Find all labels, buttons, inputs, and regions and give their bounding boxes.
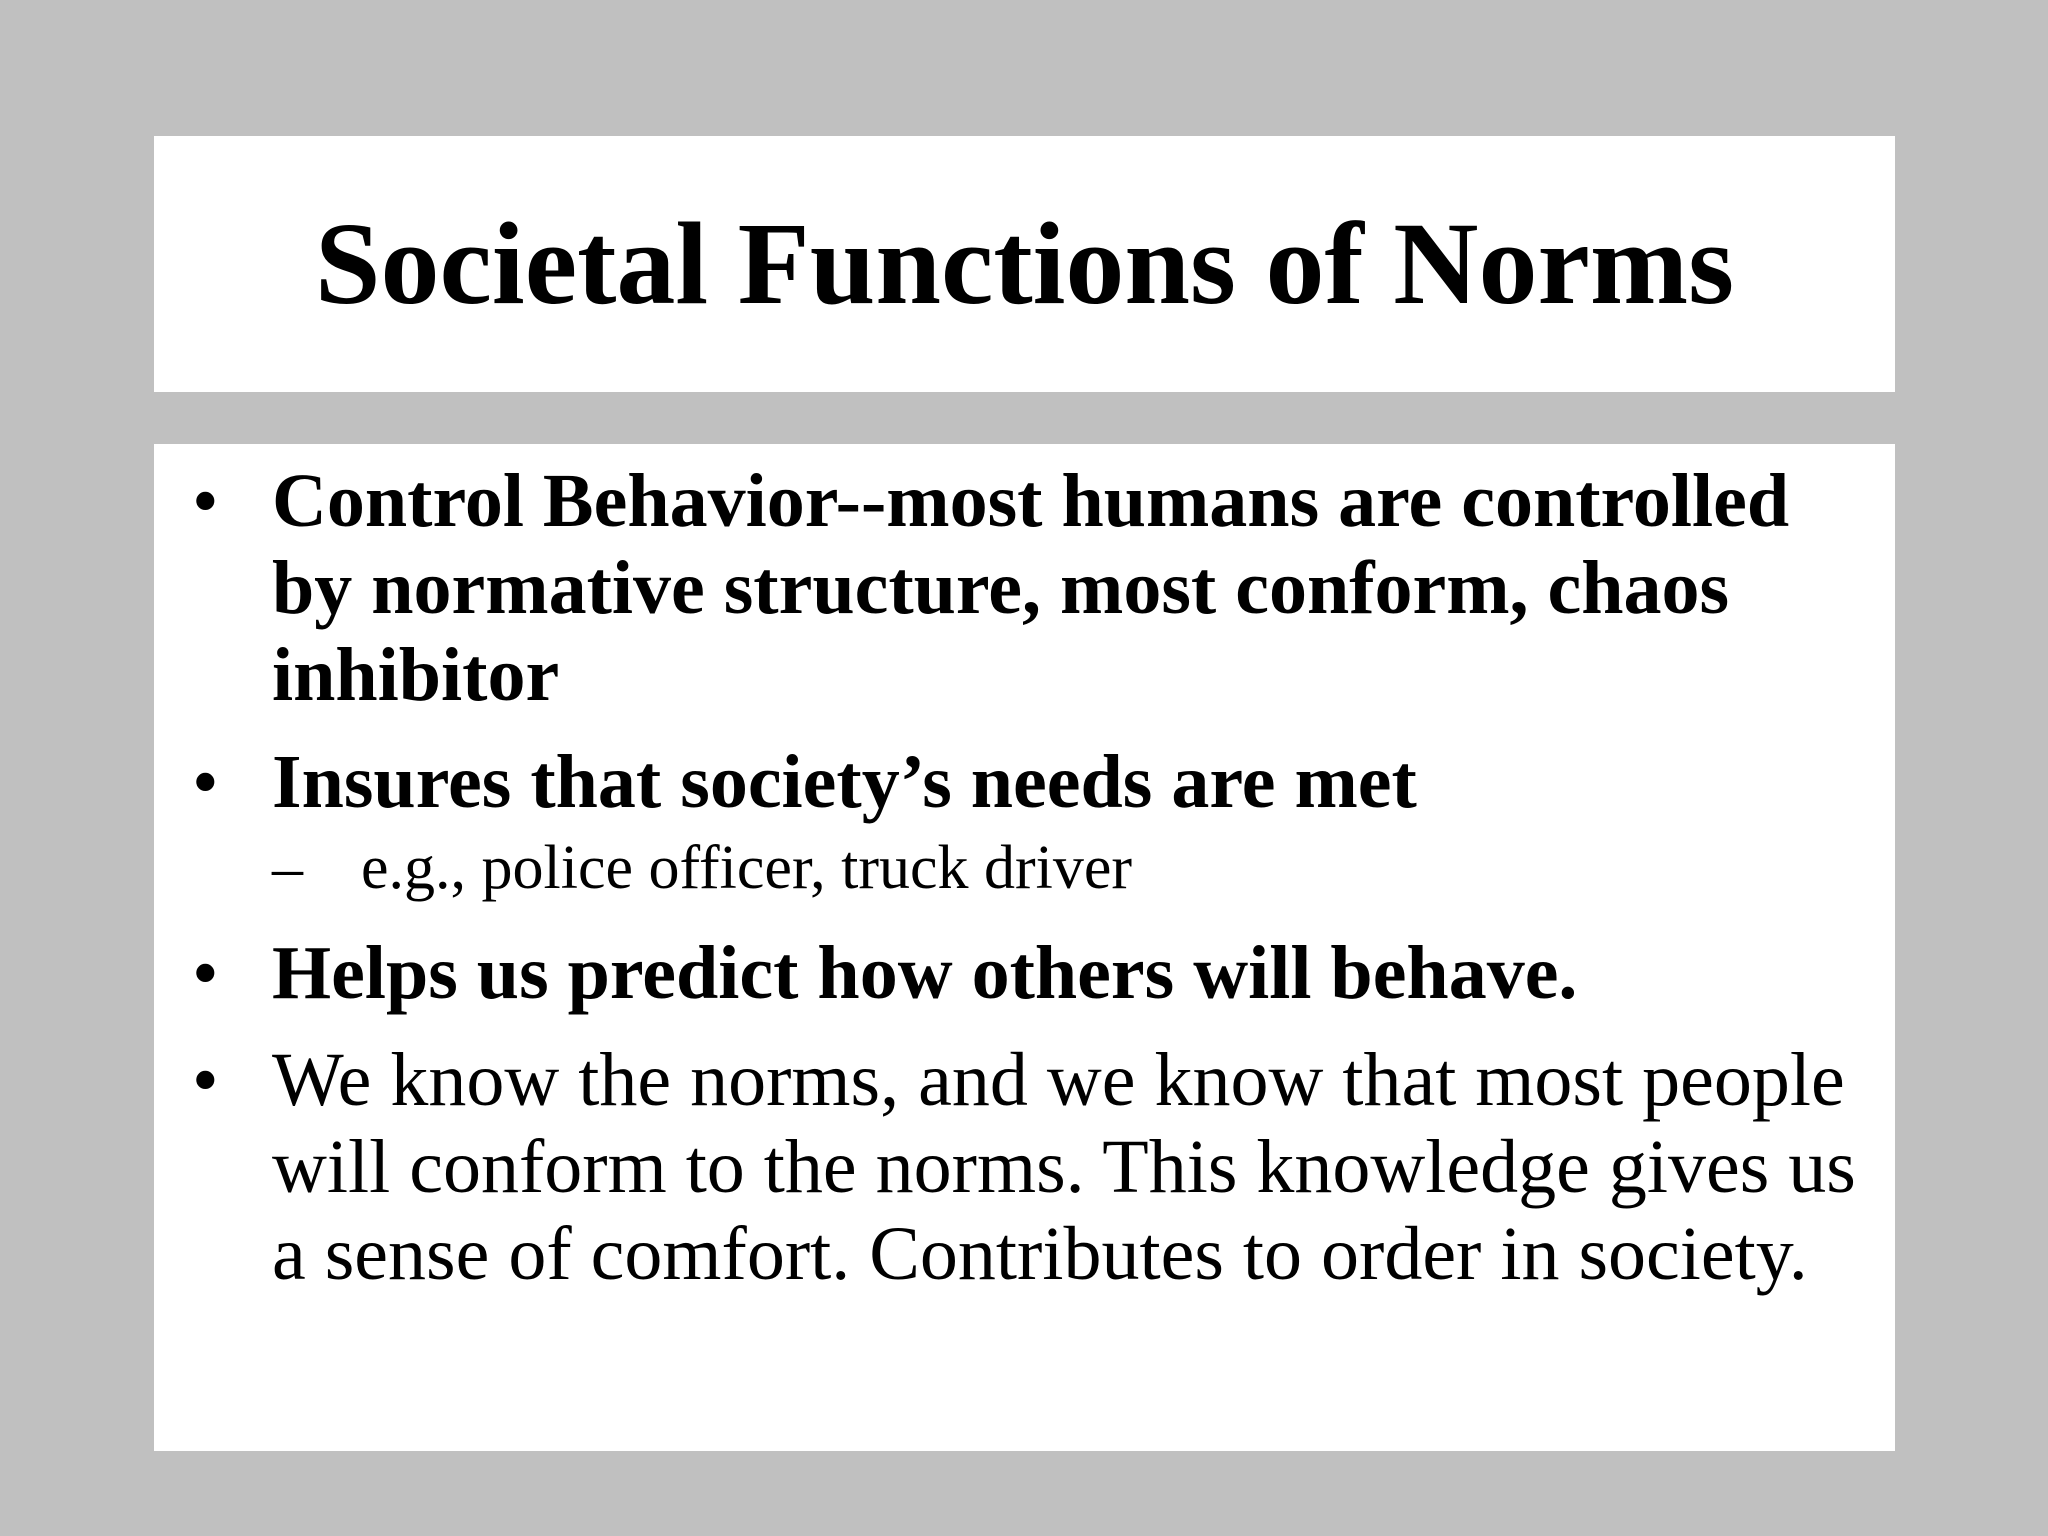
- bullet-marker: •: [192, 740, 219, 824]
- bullet-text: Insures that society’s needs are met: [272, 740, 1417, 824]
- bullet-predict-behavior: [174, 930, 1874, 1017]
- bullet-text: Helps us predict how others will behave.: [272, 931, 1578, 1015]
- sub-bullet-examples: [174, 832, 1874, 904]
- bullet-know-norms: [174, 1037, 1874, 1298]
- bullet-text: Control Behavior--most humans are controlled by normative structure, most conform, chaos inhibitor: [272, 459, 1790, 717]
- bullet-text: We know the norms, and we know that most people will conform to the norms. This knowledge gives us a sense of comfort. Contributes to order in society.: [272, 1038, 1856, 1296]
- bullet-marker: •: [192, 1038, 219, 1122]
- slide-title: Societal Functions of Norms: [314, 198, 1735, 329]
- bullet-list: [174, 458, 1874, 1298]
- sub-bullet-marker: –: [272, 834, 303, 902]
- bullet-control-behavior: [174, 458, 1874, 719]
- bullet-marker: •: [192, 459, 219, 543]
- bullet-society-needs: [174, 739, 1874, 826]
- sub-bullet-text: e.g., police officer, truck driver: [361, 834, 1133, 902]
- content-box: [154, 444, 1895, 1451]
- title-box: [154, 136, 1895, 392]
- bullet-marker: •: [192, 931, 219, 1015]
